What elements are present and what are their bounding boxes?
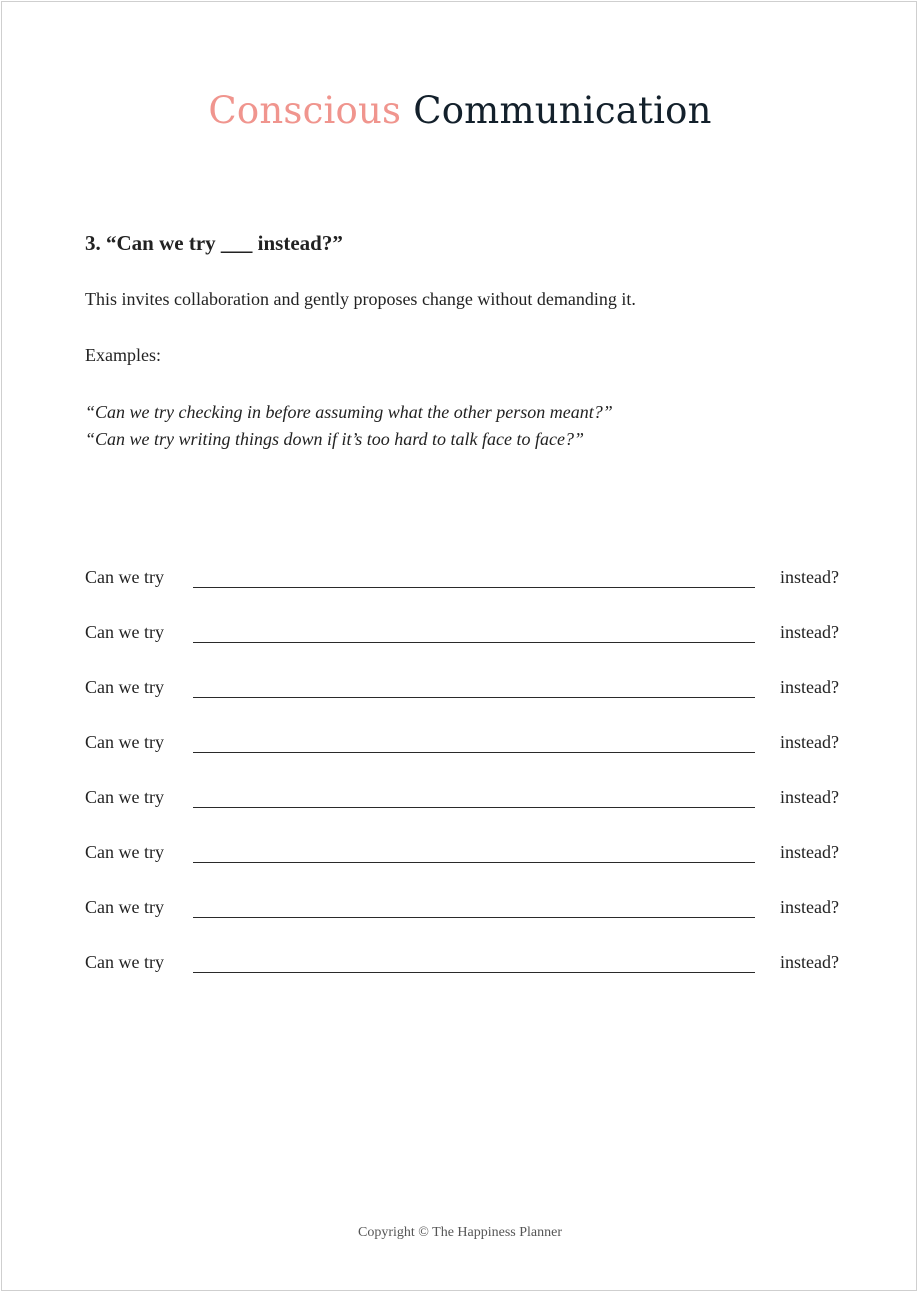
- prompt-row: [85, 897, 839, 927]
- prompt-tail: instead?: [780, 842, 839, 862]
- write-in-line[interactable]: [193, 697, 755, 698]
- prompt-lead: Can we try: [85, 622, 164, 642]
- prompt-row: [85, 952, 839, 982]
- write-in-line[interactable]: [193, 917, 755, 918]
- prompt-row: [85, 842, 839, 872]
- examples-label: Examples:: [85, 345, 161, 365]
- prompt-lead: Can we try: [85, 842, 164, 862]
- prompt-tail: instead?: [780, 897, 839, 917]
- worksheet-page: [1, 1, 917, 1291]
- prompt-tail: instead?: [780, 567, 839, 587]
- prompt-lead: Can we try: [85, 677, 164, 697]
- prompt-lead: Can we try: [85, 787, 164, 807]
- prompt-lead: Can we try: [85, 952, 164, 972]
- prompt-tail: instead?: [780, 622, 839, 642]
- write-in-line[interactable]: [193, 752, 755, 753]
- prompt-row: [85, 787, 839, 817]
- examples-list: [85, 399, 613, 453]
- page-title-accent: Conscious: [208, 89, 402, 132]
- copyright-footer: Copyright © The Happiness Planner: [357, 1225, 563, 1240]
- page-title: [2, 86, 918, 136]
- write-in-line[interactable]: [193, 642, 755, 643]
- write-in-line[interactable]: [193, 862, 755, 863]
- example-item: “Can we try writing things down if it’s too hard to talk face to face?”: [85, 429, 585, 449]
- page-title-main: Communication: [413, 89, 712, 132]
- example-item: “Can we try checking in before assuming what the other person meant?”: [85, 402, 613, 422]
- prompt-row: [85, 622, 839, 652]
- prompt-lead: Can we try: [85, 567, 164, 587]
- prompt-lead: Can we try: [85, 732, 164, 752]
- section-heading: 3. “Can we try ___ instead?”: [85, 231, 343, 255]
- prompt-tail: instead?: [780, 952, 839, 972]
- prompt-tail: instead?: [780, 677, 839, 697]
- prompt-row: [85, 732, 839, 762]
- prompt-row: [85, 677, 839, 707]
- write-in-line[interactable]: [193, 972, 755, 973]
- section-intro: This invites collaboration and gently proposes change without demanding it.: [85, 289, 636, 309]
- prompt-tail: instead?: [780, 787, 839, 807]
- write-in-line[interactable]: [193, 807, 755, 808]
- write-in-line[interactable]: [193, 587, 755, 588]
- prompt-row: [85, 567, 839, 597]
- prompt-tail: instead?: [780, 732, 839, 752]
- prompt-lead: Can we try: [85, 897, 164, 917]
